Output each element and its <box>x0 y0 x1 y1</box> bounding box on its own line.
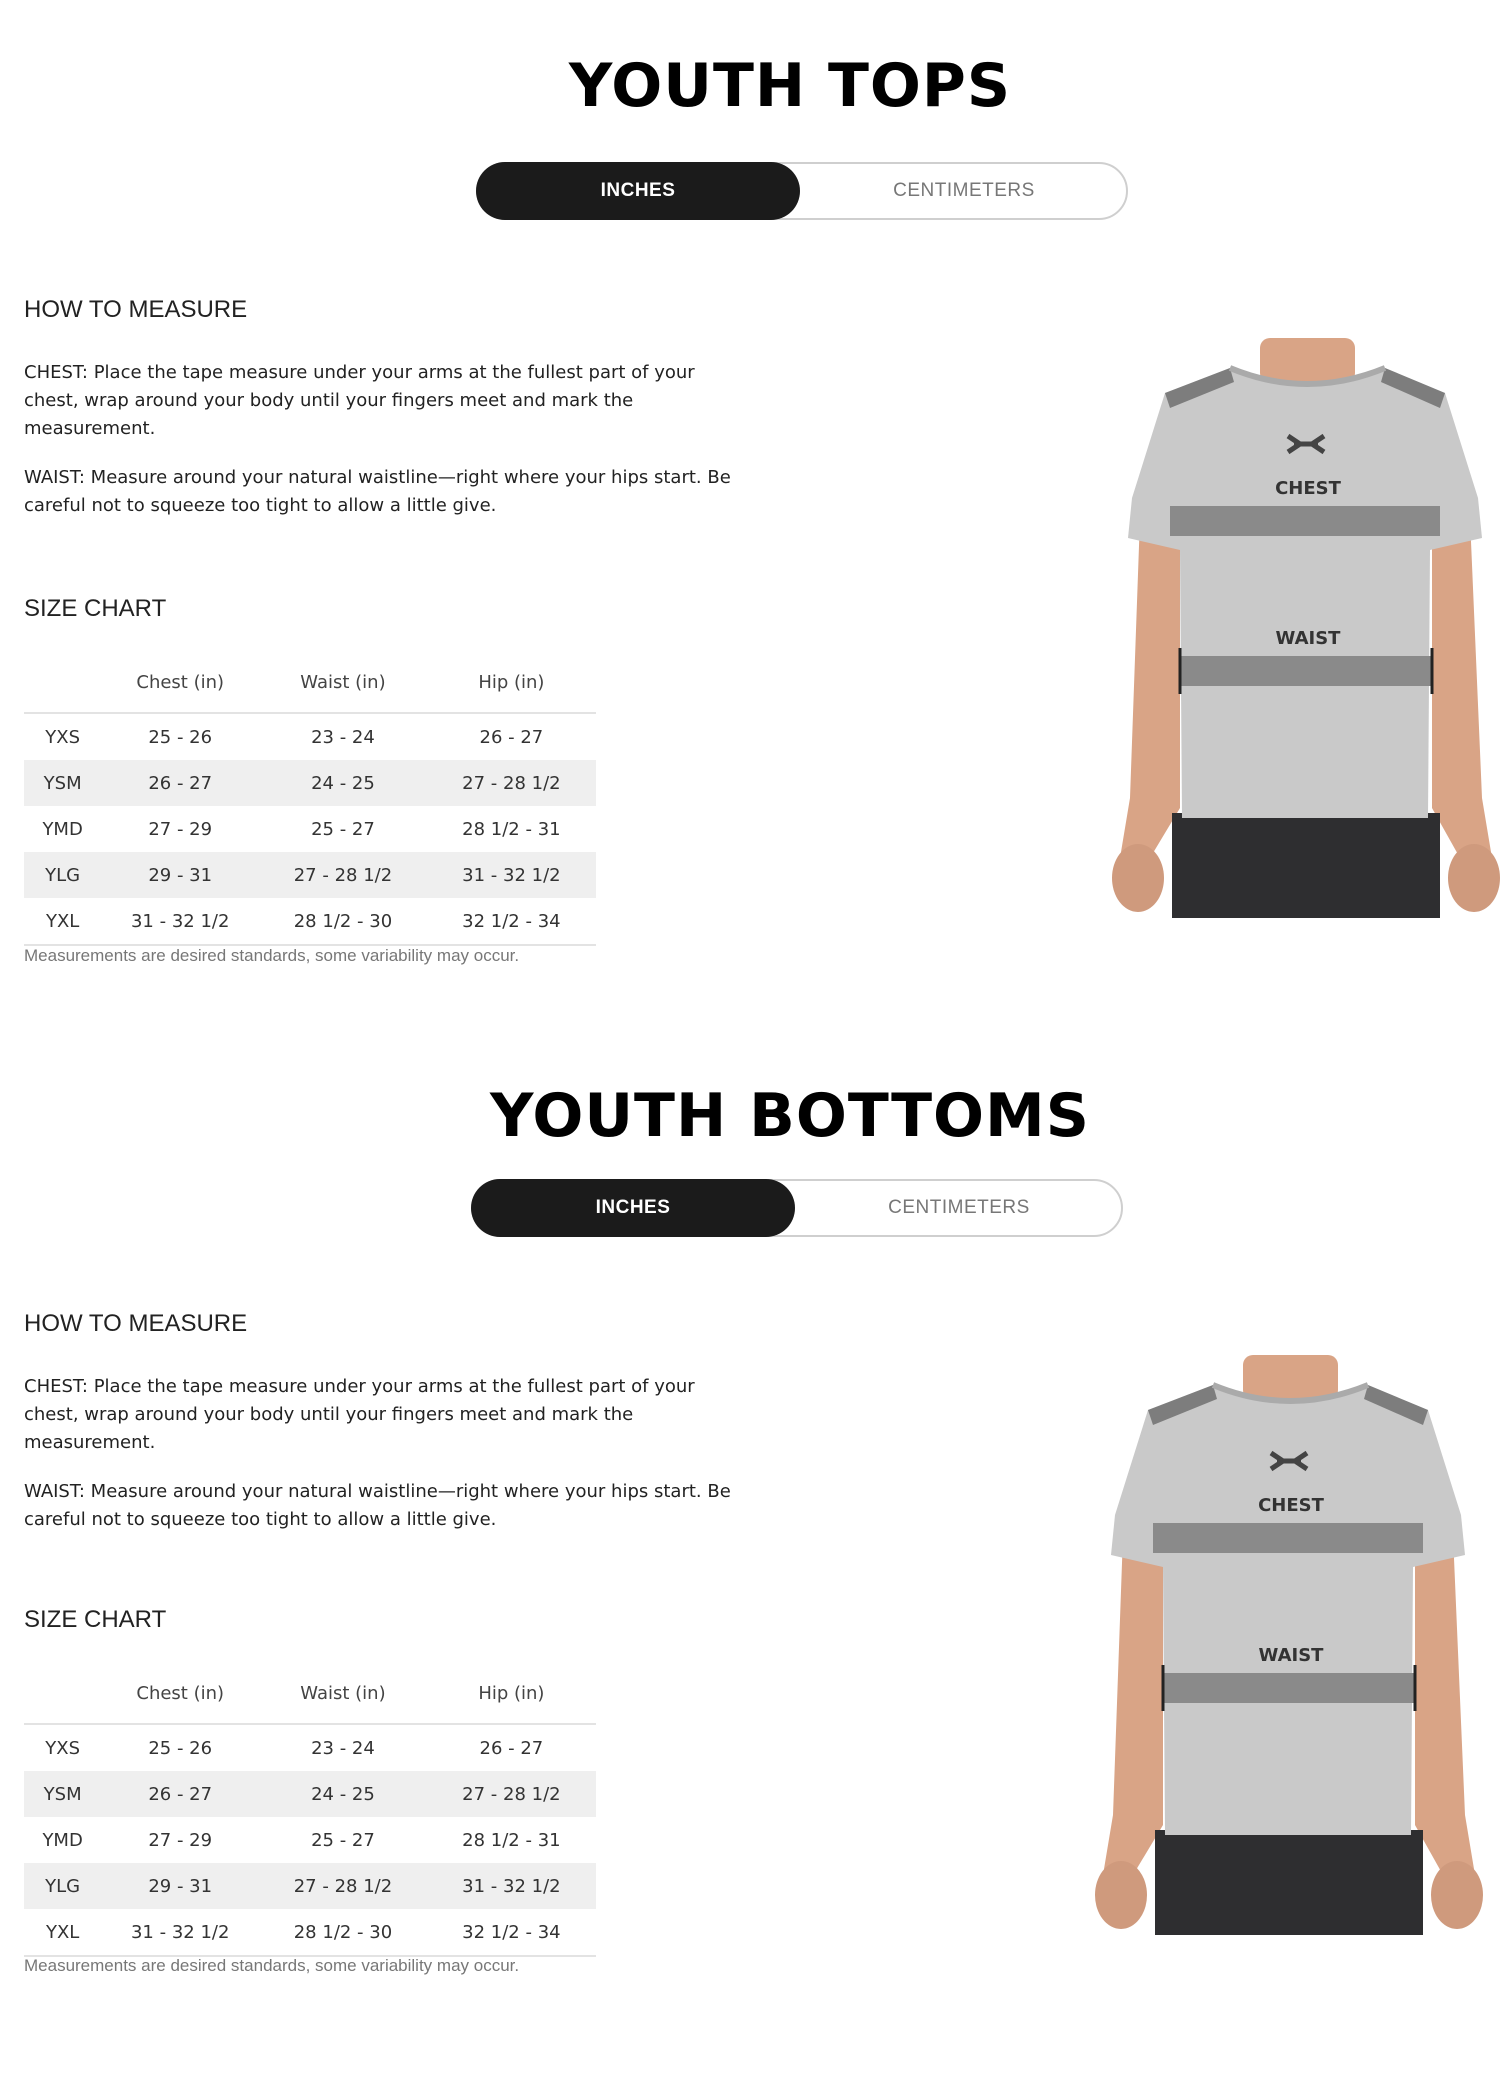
hip-cell: 32 1/2 - 34 <box>427 898 596 945</box>
waist-band <box>1163 1673 1415 1703</box>
chest-instructions: CHEST: Place the tape measure under your arms at the fullest part of your chest, wrap around your body until your fingers meet and mark the measurement. <box>24 1376 695 1453</box>
size-chart-table <box>24 652 596 946</box>
left-hand-shape <box>1095 1861 1147 1929</box>
column-header-hip: Hip (in) <box>427 652 596 713</box>
waist-cell: 23 - 24 <box>311 726 375 748</box>
size-cell: YXL <box>24 898 101 945</box>
neck-shape <box>1243 1355 1338 1400</box>
unit-toggle <box>471 1179 1123 1237</box>
column-header-waist: Waist (in) <box>259 1663 427 1724</box>
right-hand-shape <box>1431 1861 1483 1929</box>
how-to-measure-heading: HOW TO MEASURE <box>24 296 248 323</box>
waist-cell: 27 - 28 1/2 <box>259 852 427 898</box>
size-cell: YLG <box>24 1863 101 1909</box>
size-chart-heading: SIZE CHART <box>24 1606 167 1633</box>
chest-band <box>1170 506 1440 536</box>
chest-cell: 27 - 29 <box>148 818 213 840</box>
section-title: YOUTH BOTTOMS <box>490 1081 1090 1151</box>
chest-instructions: CHEST: Place the tape measure under your arms at the fullest part of your chest, wrap around your body until your fingers meet and mark the measurement. <box>24 362 695 439</box>
table-row <box>24 898 596 945</box>
size-cell: YLG <box>24 852 101 898</box>
table-header-row <box>24 652 596 713</box>
left-arm-shape <box>1120 508 1180 858</box>
waist-cell: 25 - 27 <box>311 818 375 840</box>
column-header-waist: Waist (in) <box>259 652 427 713</box>
hip-cell: 26 - 27 <box>479 1737 544 1759</box>
waist-cell: 25 - 27 <box>311 1829 375 1851</box>
table-row <box>24 1724 596 1771</box>
waist-instructions: WAIST: Measure around your natural waistline—right where your hips start. Be careful not to squeeze too tight to allow a little give. <box>24 467 731 516</box>
centimeters-tab[interactable]: CENTIMETERS <box>888 1197 1030 1218</box>
hip-cell: 26 - 27 <box>479 726 544 748</box>
hip-cell: 27 - 28 1/2 <box>427 1771 596 1817</box>
waist-cell: 24 - 25 <box>259 760 427 806</box>
chest-cell: 31 - 32 1/2 <box>101 898 259 945</box>
table-row <box>24 1909 596 1956</box>
waist-cell: 28 1/2 - 30 <box>259 898 427 945</box>
left-hand-shape <box>1112 844 1164 912</box>
centimeters-tab[interactable]: CENTIMETERS <box>893 180 1035 201</box>
chest-cell: 29 - 31 <box>101 852 259 898</box>
hip-cell: 31 - 32 1/2 <box>427 1863 596 1909</box>
left-arm-shape <box>1103 1525 1163 1875</box>
measurement-figure <box>1093 1355 1483 1935</box>
hip-cell: 31 - 32 1/2 <box>427 852 596 898</box>
shorts-shape <box>1155 1830 1423 1935</box>
neck-shape <box>1260 338 1355 383</box>
unit-toggle <box>476 162 1128 220</box>
size-cell: YSM <box>24 1771 101 1817</box>
size-chart-table <box>24 1663 596 1957</box>
size-cell: YXL <box>24 1909 101 1956</box>
table-row <box>24 1771 596 1817</box>
waist-cell: 28 1/2 - 30 <box>259 1909 427 1956</box>
table-row <box>24 760 596 806</box>
waist-cell: 27 - 28 1/2 <box>259 1863 427 1909</box>
waist-instructions: WAIST: Measure around your natural waistline—right where your hips start. Be careful not to squeeze too tight to allow a little give. <box>24 1481 731 1530</box>
waist-label: WAIST <box>1275 628 1341 649</box>
chest-cell: 27 - 29 <box>148 1829 213 1851</box>
chest-band <box>1153 1523 1423 1553</box>
table-row <box>24 852 596 898</box>
waist-cell: 24 - 25 <box>259 1771 427 1817</box>
waist-label: WAIST <box>1258 1645 1324 1666</box>
right-hand-shape <box>1448 844 1500 912</box>
chest-label: CHEST <box>1275 478 1341 499</box>
chest-cell: 31 - 32 1/2 <box>101 1909 259 1956</box>
size-cell: YXS <box>45 1737 81 1759</box>
shirt-shape <box>1128 368 1482 818</box>
right-arm-shape <box>1415 1525 1475 1875</box>
size-cell: YXS <box>45 726 81 748</box>
hip-cell: 27 - 28 1/2 <box>427 760 596 806</box>
inches-tab[interactable]: INCHES <box>476 162 800 220</box>
chest-cell: 29 - 31 <box>101 1863 259 1909</box>
measurement-disclaimer: Measurements are desired standards, some variability may occur. <box>24 946 520 965</box>
size-chart-heading: SIZE CHART <box>24 595 167 622</box>
column-header-chest: Chest (in) <box>101 1663 259 1724</box>
table-row <box>24 713 596 760</box>
waist-band <box>1180 656 1432 686</box>
chest-cell: 26 - 27 <box>101 760 259 806</box>
waist-cell: 23 - 24 <box>311 1737 375 1759</box>
shorts-shape <box>1172 813 1440 918</box>
size-cell: YMD <box>42 818 83 840</box>
table-row <box>24 1817 596 1863</box>
column-header-size <box>24 1663 101 1724</box>
measurement-disclaimer: Measurements are desired standards, some variability may occur. <box>24 1956 520 1975</box>
inches-tab[interactable]: INCHES <box>471 1179 795 1237</box>
hip-cell: 32 1/2 - 34 <box>427 1909 596 1956</box>
right-arm-shape <box>1432 508 1492 858</box>
table-row <box>24 806 596 852</box>
table-row <box>24 1863 596 1909</box>
hip-cell: 28 1/2 - 31 <box>462 1829 561 1851</box>
table-header-row <box>24 1663 596 1724</box>
size-cell: YMD <box>42 1829 83 1851</box>
chest-cell: 25 - 26 <box>148 1737 213 1759</box>
how-to-measure-heading: HOW TO MEASURE <box>24 1310 248 1337</box>
chest-label: CHEST <box>1258 1495 1324 1516</box>
size-cell: YSM <box>24 760 101 806</box>
section-title: YOUTH TOPS <box>568 51 1012 121</box>
chest-cell: 26 - 27 <box>101 1771 259 1817</box>
shirt-shape <box>1111 1385 1465 1835</box>
chest-cell: 25 - 26 <box>148 726 213 748</box>
column-header-chest: Chest (in) <box>101 652 259 713</box>
column-header-hip: Hip (in) <box>427 1663 596 1724</box>
column-header-size <box>24 652 101 713</box>
hip-cell: 28 1/2 - 31 <box>462 818 561 840</box>
measurement-figure <box>1110 338 1500 918</box>
